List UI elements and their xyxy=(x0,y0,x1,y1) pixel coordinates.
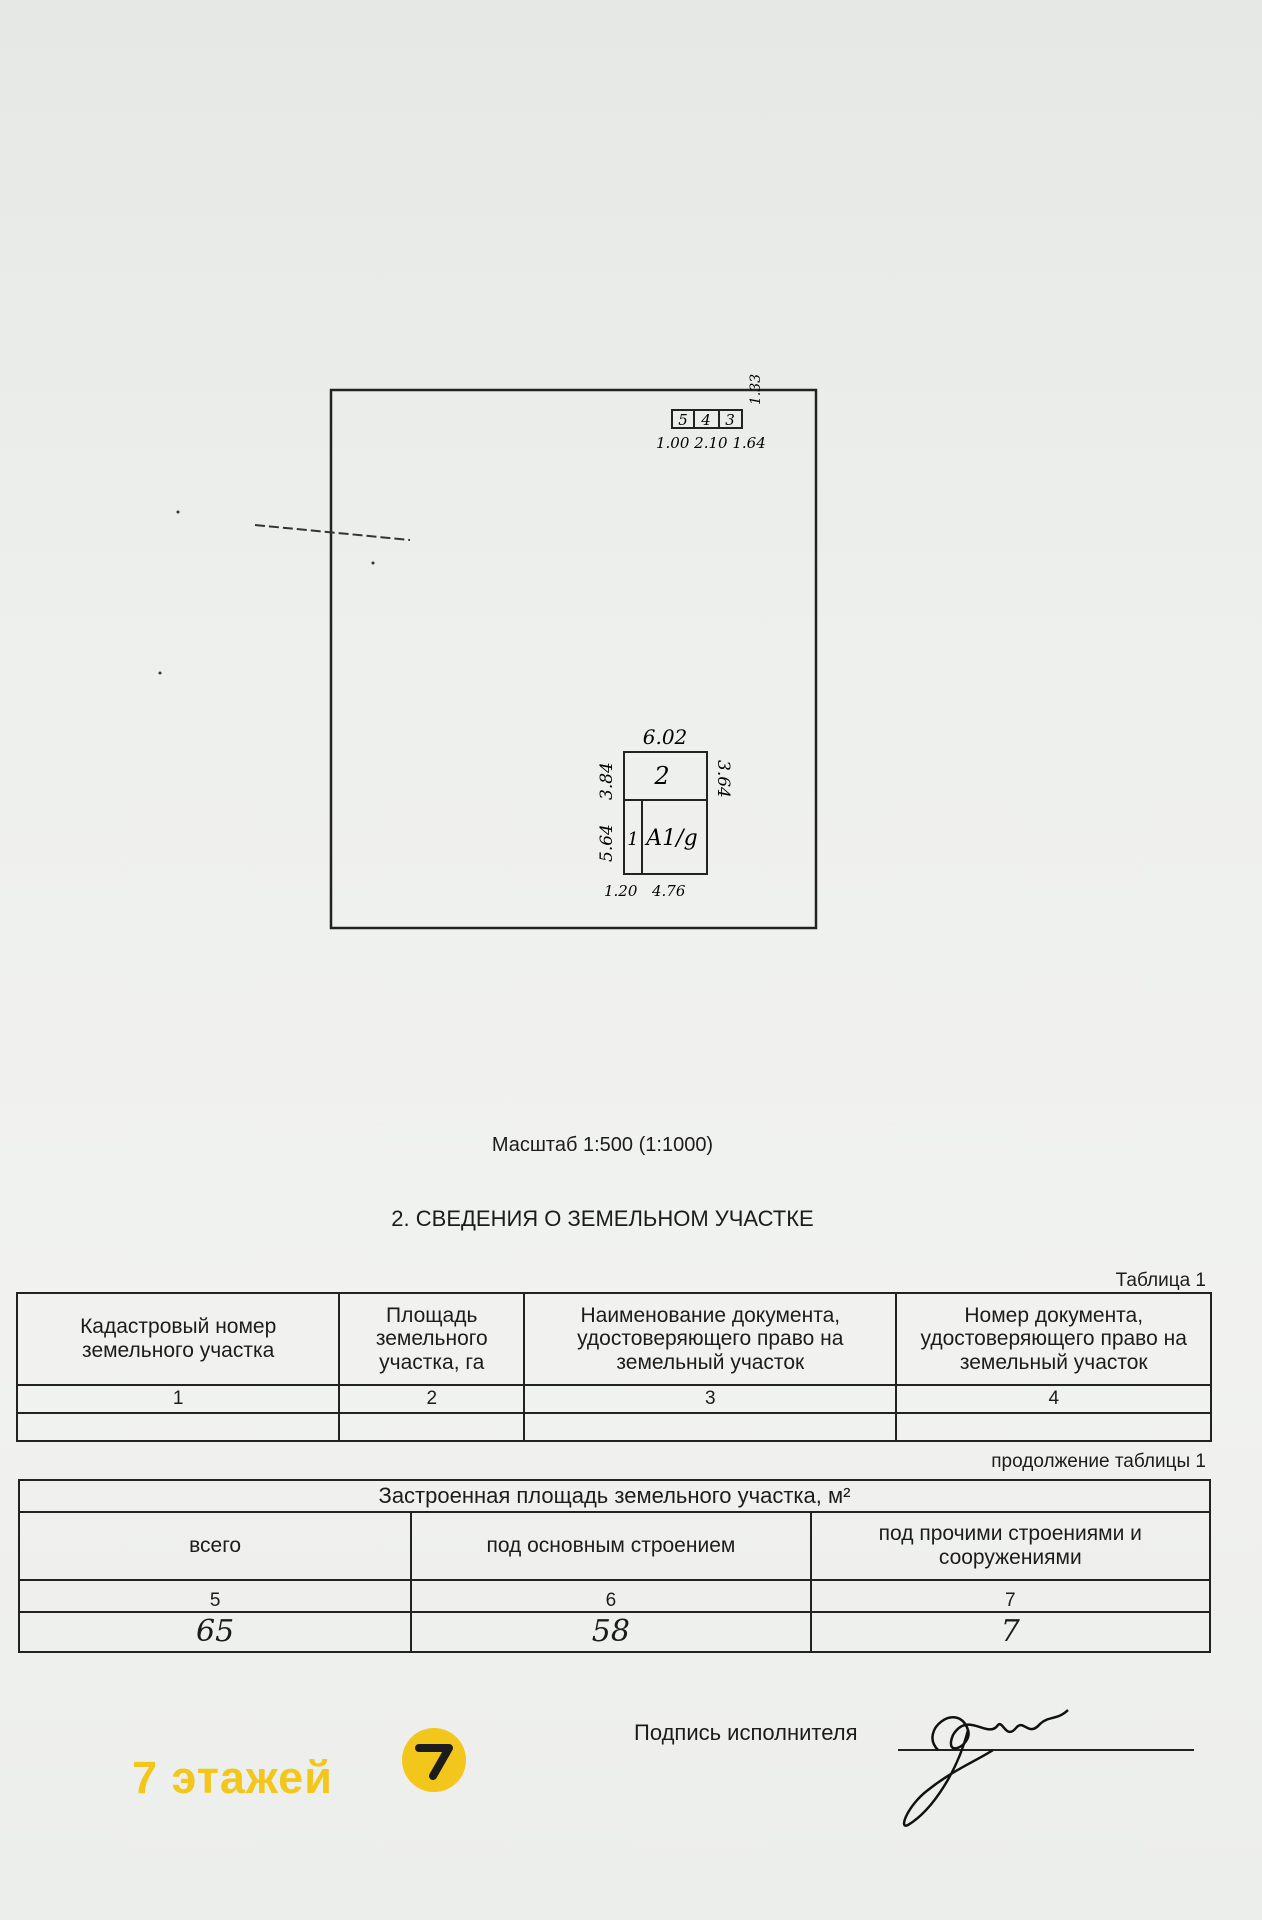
table-1-label: Таблица 1 xyxy=(1115,1270,1206,1291)
dim-bottom-right: 4.76 xyxy=(652,882,686,900)
room-2-label: 2 xyxy=(654,762,670,790)
value-total: 65 xyxy=(19,1612,411,1652)
table-1 xyxy=(16,1292,1212,1442)
header-total: всего xyxy=(19,1512,411,1580)
table-cell xyxy=(17,1413,339,1441)
signature-label: Подпись исполнителя xyxy=(634,1720,858,1745)
top-bar-dims: 1.00 2.10 1.64 xyxy=(656,434,766,452)
dim-right: 3.64 xyxy=(713,760,733,798)
top-bar-3: 3 xyxy=(725,411,735,429)
col-number: 1 xyxy=(17,1385,339,1413)
scale-text: Масштаб 1:500 (1:1000) xyxy=(491,1134,714,1156)
header-area: Площадь земельного участка, га xyxy=(339,1293,524,1385)
room-1-label: 1 xyxy=(627,829,639,850)
col-number: 6 xyxy=(411,1580,810,1612)
col-number: 4 xyxy=(896,1385,1211,1413)
table-continuation-label: продолжение таблицы 1 xyxy=(991,1451,1206,1472)
col-number: 7 xyxy=(811,1580,1210,1612)
table-cell xyxy=(896,1413,1211,1441)
dim-bottom-left: 1.20 xyxy=(604,882,638,900)
watermark-text: 7 этажей xyxy=(132,1752,333,1803)
table-cell xyxy=(339,1413,524,1441)
room-a-label: A1/g xyxy=(646,826,698,851)
top-bar-4: 4 xyxy=(701,411,711,429)
header-built-area: Застроенная площадь земельного участка, м² xyxy=(19,1480,1210,1512)
table-cell xyxy=(524,1413,896,1441)
pen-mark xyxy=(255,525,410,540)
watermark-logo-icon xyxy=(402,1728,466,1792)
header-other-buildings: под прочими строениями и сооружениями xyxy=(811,1512,1210,1580)
header-main-building: под основным строением xyxy=(411,1512,810,1580)
signature xyxy=(898,1690,1098,1840)
dim-top: 6.02 xyxy=(642,725,688,749)
table-1-continued xyxy=(18,1479,1211,1653)
col-number: 2 xyxy=(339,1385,524,1413)
top-bar-side: 1.33 xyxy=(748,373,764,405)
value-main-building: 58 xyxy=(411,1612,810,1652)
dim-left-lower: 5.64 xyxy=(597,824,617,862)
header-cadastral: Кадастровый номер земельного участка xyxy=(17,1293,339,1385)
dim-left-upper: 3.84 xyxy=(597,762,617,800)
value-other-buildings: 7 xyxy=(811,1612,1210,1652)
section-title: 2. СВЕДЕНИЯ О ЗЕМЕЛЬНОМ УЧАСТКЕ xyxy=(391,1206,814,1231)
header-doc-number: Номер документа, удостоверяющего право на земельный участок xyxy=(896,1293,1211,1385)
col-number: 3 xyxy=(524,1385,896,1413)
top-bar-5: 5 xyxy=(678,411,688,429)
header-doc-name: Наименование документа, удостоверяющего право на земельный участок xyxy=(524,1293,896,1385)
col-number: 5 xyxy=(19,1580,411,1612)
plot-boundary xyxy=(331,390,816,928)
